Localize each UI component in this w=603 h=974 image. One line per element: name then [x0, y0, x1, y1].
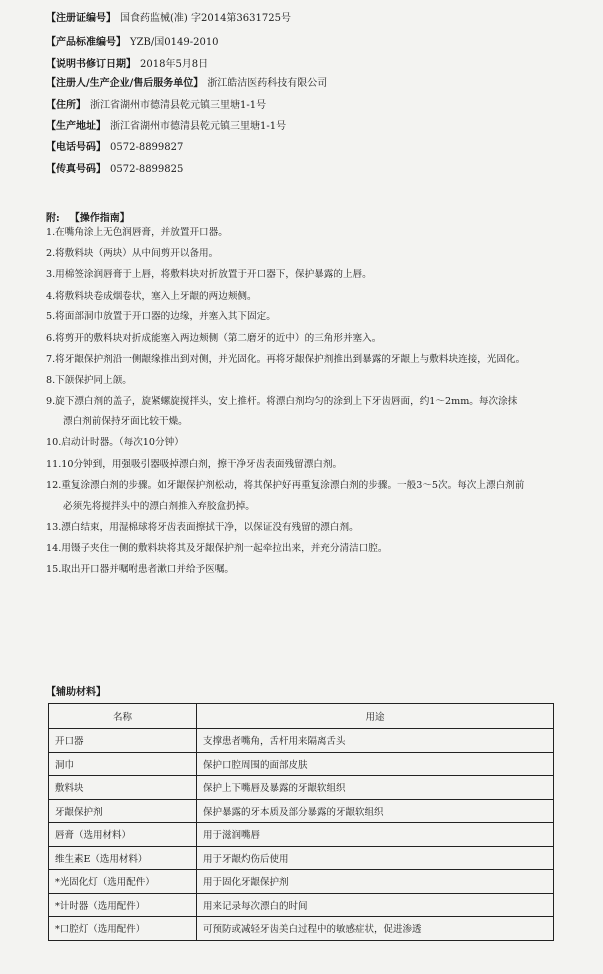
table-row [49, 752, 554, 776]
meta-value: 0572-8899827 [110, 142, 184, 153]
material-name: *计时器（选用配件） [49, 893, 197, 917]
material-purpose: 保护暴露的牙本质及部分暴露的牙龈软组织 [197, 799, 554, 823]
step-14: 14.用镊子夹住一侧的敷料块将其及牙龈保护剂一起牵拉出来，并充分清洁口腔。 [46, 543, 388, 554]
material-name: 唇膏（选用材料） [49, 823, 197, 847]
step-4: 4.将敷料块卷成烟卷状，塞入上牙龈的两边颊侧。 [46, 291, 257, 302]
step-3: 3.用棉签涂润唇膏于上唇，将敷料块对折放置于开口器下，保护暴露的上唇。 [46, 269, 372, 280]
step-9-continued: 漂白剂前保持牙面比较干燥。 [63, 416, 188, 427]
table-row [49, 729, 554, 753]
material-name: 维生素E（选用材料） [49, 846, 197, 870]
material-purpose: 保护口腔周围的面部皮肤 [197, 752, 554, 776]
table-row [49, 846, 554, 870]
appendix-heading [46, 209, 130, 224]
meta-registrant [46, 78, 327, 90]
table-header-row [49, 704, 554, 729]
step-12: 12.重复涂漂白剂的步骤。如牙龈保护剂松动，将其保护好再重复涂漂白剂的步骤。一般3～5次。每次上漂白剂前 [46, 480, 525, 491]
meta-label: 【电话号码】 [46, 142, 106, 153]
step-8: 8.下颌保护同上颌。 [46, 375, 132, 386]
step-1: 1.在嘴角涂上无色润唇膏，并放置开口器。 [46, 227, 228, 238]
meta-production-address [46, 121, 286, 133]
material-purpose: 保护上下嘴唇及暴露的牙龈软组织 [197, 776, 554, 800]
step-6: 6.将剪开的敷料块对折成能塞入两边颊侧（第二磨牙的近中）的三角形并塞入。 [46, 333, 382, 344]
step-10: 10.启动计时器。（每次10分钟） [46, 437, 184, 448]
appendix-title: 【操作指南】 [69, 213, 130, 224]
meta-label: 【产品标准编号】 [46, 37, 126, 48]
material-purpose: 用于滋润嘴唇 [197, 823, 554, 847]
meta-phone [46, 142, 183, 154]
step-9: 9.旋下漂白剂的盖子，旋紧螺旋搅拌头，安上推杆。将漂白剂均匀的涂到上下牙齿唇面，约1～2mm。每次涂抹 [46, 396, 518, 407]
table-row [49, 823, 554, 847]
header-purpose: 用途 [197, 704, 554, 729]
meta-label: 【传真号码】 [46, 164, 106, 175]
meta-value: 2018年5月8日 [140, 59, 209, 70]
meta-label: 【说明书修订日期】 [46, 59, 136, 70]
table-row [49, 917, 554, 941]
meta-value: YZB/国0149-2010 [130, 37, 219, 48]
meta-value: 0572-8899825 [110, 164, 184, 175]
step-7: 7.将牙龈保护剂沿一侧龈缘推出到对侧，并光固化。再将牙龈保护剂推出到暴露的牙龈上与敷料块连接，光固化。 [46, 354, 526, 365]
meta-value: 浙江省湖州市德清县乾元镇三里塘1-1号 [90, 100, 267, 111]
step-13: 13.漂白结束，用湿棉球将牙齿表面擦拭干净，以保证没有残留的漂白剂。 [46, 522, 359, 533]
material-name: 开口器 [49, 729, 197, 753]
step-11: 11.10分钟到，用强吸引器吸掉漂白剂，擦干净牙齿表面残留漂白剂。 [46, 459, 343, 470]
material-name: *光固化灯（选用配件） [49, 870, 197, 894]
step-5: 5.将面部洞巾放置于开口器的边缘，并塞入其下固定。 [46, 311, 276, 322]
material-name: 敷料块 [49, 776, 197, 800]
step-15: 15.取出开口器并嘱咐患者漱口并给予医嘱。 [46, 564, 234, 575]
meta-label: 【注册证编号】 [46, 13, 116, 24]
material-name: *口腔灯（选用配件） [49, 917, 197, 941]
meta-label: 【住所】 [46, 100, 86, 111]
meta-value: 浙江省湖州市德清县乾元镇三里塘1-1号 [110, 121, 287, 132]
meta-fax [46, 164, 183, 176]
table-row [49, 799, 554, 823]
aux-materials-table [48, 703, 554, 941]
meta-value: 浙江皓洁医药科技有限公司 [207, 78, 328, 89]
table-row [49, 870, 554, 894]
material-purpose: 用于牙龈灼伤后使用 [197, 846, 554, 870]
aux-materials-title: 【辅助材料】 [46, 687, 106, 698]
material-name: 牙龈保护剂 [49, 799, 197, 823]
meta-label: 【生产地址】 [46, 121, 106, 132]
meta-standard-no [46, 37, 219, 49]
material-purpose: 支撑患者嘴角，舌杆用来隔离舌头 [197, 729, 554, 753]
table-row [49, 776, 554, 800]
meta-label: 【注册人/生产企业/售后服务单位】 [46, 78, 204, 89]
material-purpose: 用于固化牙龈保护剂 [197, 870, 554, 894]
appendix-prefix: 附: [46, 213, 60, 224]
material-purpose: 用来记录每次漂白的时间 [197, 893, 554, 917]
meta-revision-date [46, 59, 208, 71]
material-name: 洞巾 [49, 752, 197, 776]
table-row [49, 893, 554, 917]
material-purpose: 可预防或减轻牙齿美白过程中的敏感症状，促进渗透 [197, 917, 554, 941]
meta-value: 国食药监械(准) 字2014第3631725号 [120, 13, 291, 24]
step-12-continued: 必须先将搅拌头中的漂白剂推入弃胶盒扔掉。 [63, 501, 255, 512]
meta-address [46, 100, 266, 112]
header-name: 名称 [49, 704, 197, 729]
meta-registration-no [46, 13, 291, 25]
step-2: 2.将敷料块（两块）从中间剪开以备用。 [46, 248, 219, 259]
